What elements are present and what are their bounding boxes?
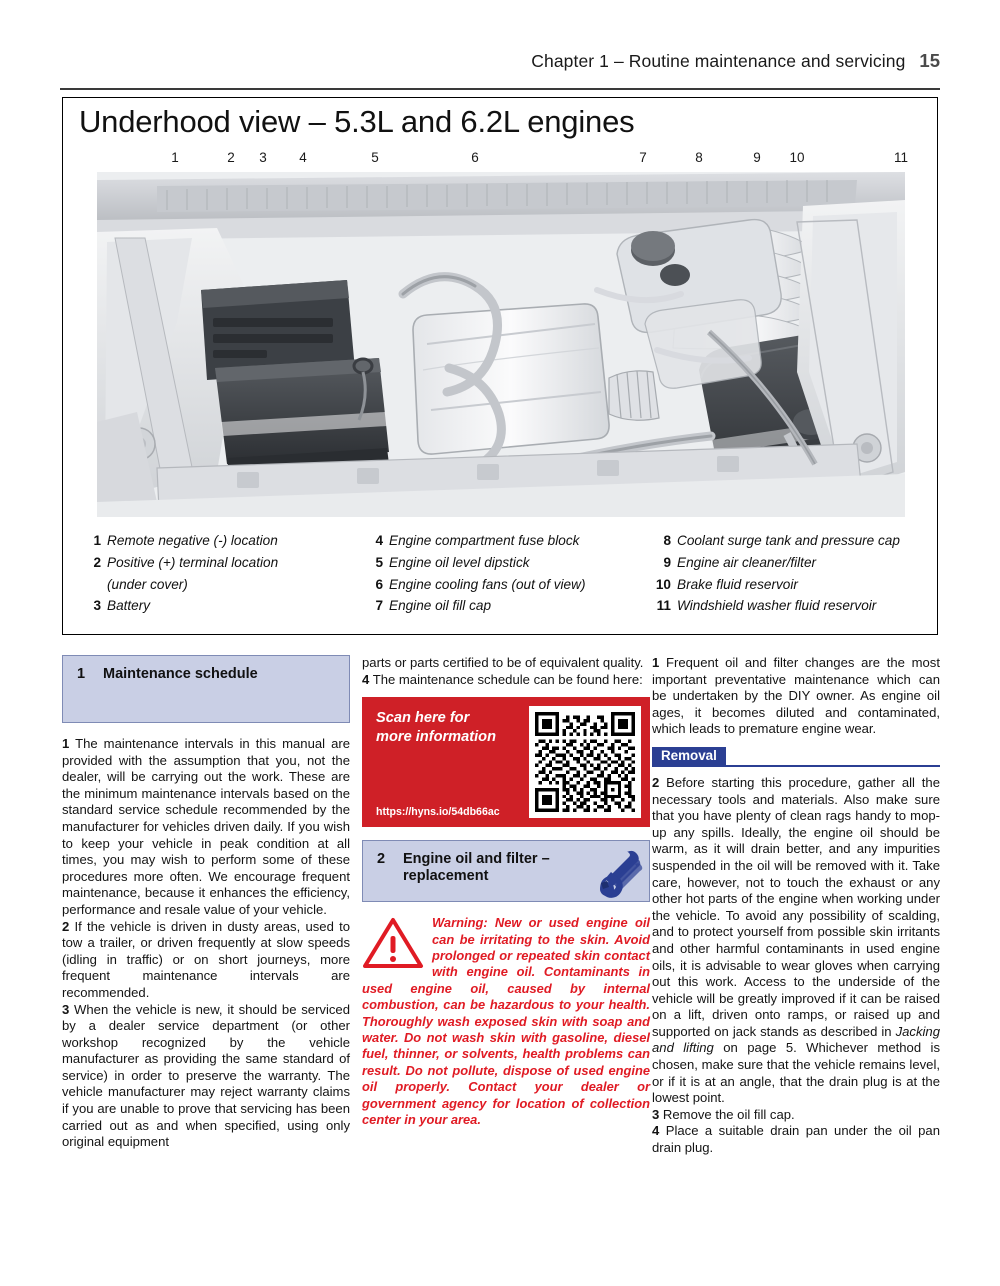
paragraph-number: 3 (652, 1106, 660, 1122)
key-label: Engine air cleaner/filter (677, 554, 817, 570)
key-number: 11 (656, 598, 671, 614)
paragraph-number: 1 (652, 655, 660, 670)
section2-paragraph-1: 1 Frequent oil and filter changes are the most important preventative maintenance which can be undertaken by the DIY owner. As engine oil ages, it becomes diluted and contaminated, which leads to premature engine wear. (652, 655, 940, 737)
engine-bay-illustration (97, 172, 905, 517)
key-label: Engine compartment fuse block (389, 533, 580, 548)
paragraph-3: 3 When the vehicle is new, it should be serviced by a dealer service department (or other workshop recognized by the vehicle manufacturer as providing the same standard of service) in order to preserve the warranty. The vehicle manufacturer may reject warranty claims if you are unable to prove that servicing has been carried out as and when specified, using only original equipment (62, 1001, 350, 1150)
section2-paragraph-2 (652, 775, 940, 1107)
column-right (652, 655, 940, 1157)
key-label: Battery (107, 598, 151, 614)
callout-number-9: 9 (753, 150, 761, 165)
section2-paragraph-4: 4 Place a suitable drain pan under the oil pan drain plug. (652, 1123, 940, 1156)
paragraph-2: 2 If the vehicle is driven in dusty areas, used to tow a trailer, or driven frequently at slow speeds (idling in traffic) or on short journeys, more frequent maintenance intervals are recommended. (62, 918, 350, 1000)
callout-number-row (63, 150, 939, 172)
chapter-title: Chapter 1 – Routine maintenance and servicing (531, 51, 906, 71)
paragraph-number: 2 (62, 918, 70, 934)
qr-headline: Scan here for more information (376, 710, 496, 746)
paragraph-number: 1 (62, 736, 70, 751)
para2-part-a: 2 Before starting this procedure, gather all the necessary tools and materials. Also make sure that you have plenty of clean rags handy to mop-up any spills. Ideally, the engine oil should be warm, as it will drain better, and any impurities suspended in the oil will be removed with it. Take care, however, not to touch the exhaust or any other hot parts of the engine when working under the vehicle. To avoid any possibility of scalding, and to protect yourself from possible skin irritants and other harmful contaminants in used engine oils, it is advisable to wear gloves when carrying out this work. Access to the underside of the vehicle will be greatly improved if it can be raised on a lift, driven onto ramps, or raised up and supported on jack stands as described in (652, 774, 940, 1039)
callout-number-8: 8 (695, 150, 703, 165)
key-column-3 (651, 530, 941, 617)
section-number: 2 (377, 851, 386, 868)
key-item-6 (363, 574, 655, 596)
paragraph-3-continuation: parts or parts certified to be of equivalent quality. (362, 655, 644, 670)
page-header (60, 50, 940, 72)
paragraph-number: 4 (362, 671, 370, 687)
callout-number-10: 10 (789, 150, 805, 165)
key-number: 3 (93, 598, 101, 614)
callout-number-7: 7 (639, 150, 647, 165)
section2-paragraph-3: 3 Remove the oil fill cap. (652, 1106, 795, 1122)
key-label: Engine cooling fans (out of view) (389, 576, 586, 592)
key-number: 2 (93, 554, 101, 570)
paragraph-number: 2 (652, 774, 660, 790)
key-number: 8 (663, 533, 671, 548)
para2-italic-reference: Jacking and lifting (652, 1023, 940, 1056)
section-number: 1 (77, 666, 86, 682)
paragraph-4: 4 The maintenance schedule can be found here: (362, 671, 643, 687)
underhood-key-list (63, 530, 939, 628)
callout-number-2: 2 (227, 150, 235, 165)
key-number: 5 (375, 554, 383, 570)
key-label: Positive (+) terminal location (107, 554, 279, 570)
key-label: Remote negative (-) location (107, 533, 278, 548)
key-item-4 (363, 530, 655, 552)
removal-subheading-wrap (652, 747, 940, 767)
underhood-title: Underhood view – 5.3L and 6.2L engines (79, 104, 635, 139)
key-number: 4 (375, 533, 383, 548)
page-number: 15 (919, 50, 940, 71)
callout-number-3: 3 (259, 150, 267, 165)
key-label: Brake fluid reservoir (677, 576, 798, 592)
key-label: (under cover) (107, 576, 188, 592)
section-title: Maintenance schedule (103, 666, 258, 682)
underhood-view-panel (62, 97, 938, 635)
key-label: Engine oil fill cap (389, 598, 492, 614)
callout-number-6: 6 (471, 150, 479, 165)
section-title: Engine oil and filter – replacement (403, 851, 550, 885)
key-item-7 (363, 595, 655, 617)
key-column-1 (81, 530, 371, 617)
key-item-9 (651, 552, 941, 574)
qr-code[interactable] (529, 706, 641, 818)
callout-number-1: 1 (171, 150, 179, 165)
spanner-icon (591, 847, 643, 899)
paragraph-number: 4 (652, 1123, 660, 1139)
key-number: 10 (655, 576, 671, 592)
para2-part-b: on page 5. Whichever method is chosen, make sure that the vehicle remains level, or if it is at an angle, that the drain plug is at the lowest point. (652, 1040, 940, 1106)
key-label: Engine oil level dipstick (389, 554, 530, 570)
paragraph-number: 3 (62, 1001, 70, 1017)
removal-underline (652, 765, 940, 767)
key-item-11 (651, 595, 941, 617)
header-divider (60, 88, 940, 90)
engine-bay-photo (97, 172, 905, 517)
key-number: 6 (375, 576, 383, 592)
key-item-3 (81, 595, 371, 617)
qr-code-graphic (535, 712, 635, 812)
key-item-1 (81, 530, 371, 552)
callout-number-11: 11 (893, 150, 909, 165)
section-header-maintenance-schedule (62, 655, 350, 723)
key-item-5 (363, 552, 655, 574)
section-header-engine-oil-filter (362, 840, 650, 902)
callout-number-5: 5 (371, 150, 379, 165)
warning-triangle-icon (362, 917, 424, 969)
column-left (62, 655, 350, 1151)
key-item-8 (651, 530, 941, 552)
key-column-2 (363, 530, 655, 617)
key-item-2-continuation (81, 574, 371, 596)
paragraph-1: 1 The maintenance intervals in this manual are provided with the assumption that you, not the dealer, will be carrying out the work. These are the minimum maintenance intervals based on the standard service schedule recommended by the manufacturer for vehicles driven daily. If you wish to keep your vehicle in peak condition at all times, you may wish to perform some of these procedures more often. We encourage frequent maintenance, because it enhances the efficiency, performance and resale value of your vehicle. (62, 736, 350, 917)
qr-url[interactable]: https://hyns.io/54db66ac (376, 806, 500, 819)
removal-subheading: Removal (652, 747, 726, 765)
callout-number-4: 4 (299, 150, 307, 165)
warning-label: Warning: (432, 915, 488, 931)
key-label: Windshield washer fluid reservoir (677, 598, 877, 614)
key-item-2 (81, 552, 371, 574)
key-number: 1 (93, 533, 101, 548)
column-middle (362, 655, 650, 1128)
key-number: 7 (375, 598, 383, 614)
key-number: 9 (663, 554, 671, 570)
key-label: Coolant surge tank and pressure cap (677, 533, 900, 548)
qr-promo-box[interactable] (362, 697, 650, 827)
warning-text: Warning: New or used engine oil can be irritating to the skin. Avoid prolonged or repeated skin contact with engine oil. Contaminants in used engine oil, caused by internal combustion, can be hazardous to your health. Thoroughly wash exposed skin with soap and water. Do not wash skin with gasoline, diesel fuel, thinner, or solvents, health problems can result. Do not pollute, dispose of used engine oil properly. Contact your dealer or government agency for location of collection center in your area. (362, 915, 650, 1128)
warning-block (362, 915, 650, 1128)
key-item-10 (651, 574, 941, 596)
